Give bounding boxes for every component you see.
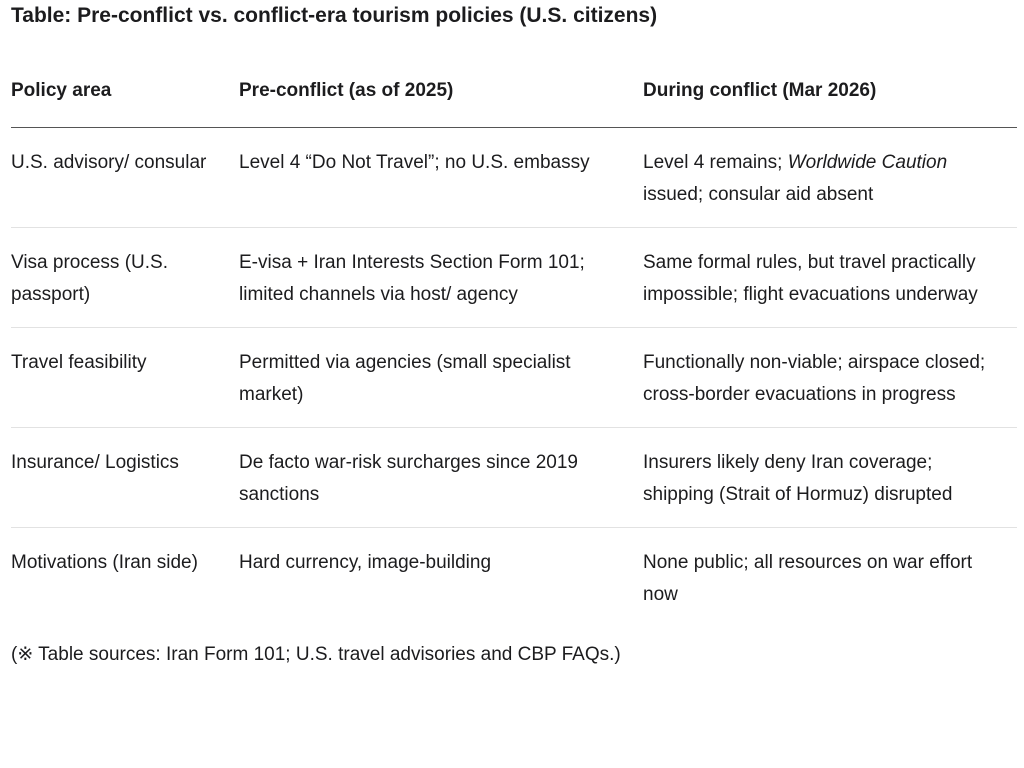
table-row bbox=[11, 328, 1017, 428]
cell-pre-conflict: Level 4 “Do Not Travel”; no U.S. embassy bbox=[239, 152, 590, 173]
italic-worldwide-caution: Worldwide Caution bbox=[787, 152, 948, 173]
cell-policy-area: Insurance/ Logistics bbox=[11, 452, 179, 473]
cell-policy-area: Motivations (Iran side) bbox=[11, 552, 198, 573]
table-header-row bbox=[11, 78, 1017, 128]
document bbox=[11, 0, 1017, 669]
cell-pre-conflict: De facto war-risk surcharges since 2019 sanctions bbox=[239, 452, 578, 505]
table-footnote: (※ Table sources: Iran Form 101; U.S. travel advisories and CBP FAQs.) bbox=[11, 644, 621, 665]
cell-policy-area: Visa process (U.S. passport) bbox=[11, 252, 168, 305]
cell-during-conflict: Same formal rules, but travel practically impossible; flight evacuations underway bbox=[643, 252, 978, 305]
table-row bbox=[11, 528, 1017, 628]
cell-pre-conflict: Hard currency, image-building bbox=[239, 552, 492, 573]
cell-pre-conflict: Permitted via agencies (small specialist market) bbox=[239, 352, 571, 405]
header-during-conflict: During conflict (Mar 2026) bbox=[643, 78, 1017, 128]
header-pre-conflict: Pre-conflict (as of 2025) bbox=[239, 78, 643, 128]
table-row bbox=[11, 428, 1017, 528]
cell-during-conflict: Insurers likely deny Iran coverage; shipping (Strait of Hormuz) disrupted bbox=[643, 452, 953, 505]
cell-during-conflict: Functionally non-viable; airspace closed; cross-border evacuations in progress bbox=[643, 352, 986, 405]
cell-during-conflict: None public; all resources on war effort now bbox=[643, 552, 973, 605]
policy-table bbox=[11, 78, 1017, 627]
header-policy-area: Policy area bbox=[11, 78, 239, 128]
cell-policy-area: U.S. advisory/ consular bbox=[11, 152, 207, 173]
cell-policy-area: Travel feasibility bbox=[11, 352, 147, 373]
cell-during-conflict: Level 4 remains; Worldwide Caution issued; consular aid absent bbox=[643, 152, 948, 205]
cell-pre-conflict: E-visa + Iran Interests Section Form 101; limited channels via host/ agency bbox=[239, 252, 585, 305]
table-row bbox=[11, 128, 1017, 228]
table-row bbox=[11, 228, 1017, 328]
table-title: Table: Pre-conflict vs. conflict-era tourism policies (U.S. citizens) bbox=[11, 4, 658, 27]
